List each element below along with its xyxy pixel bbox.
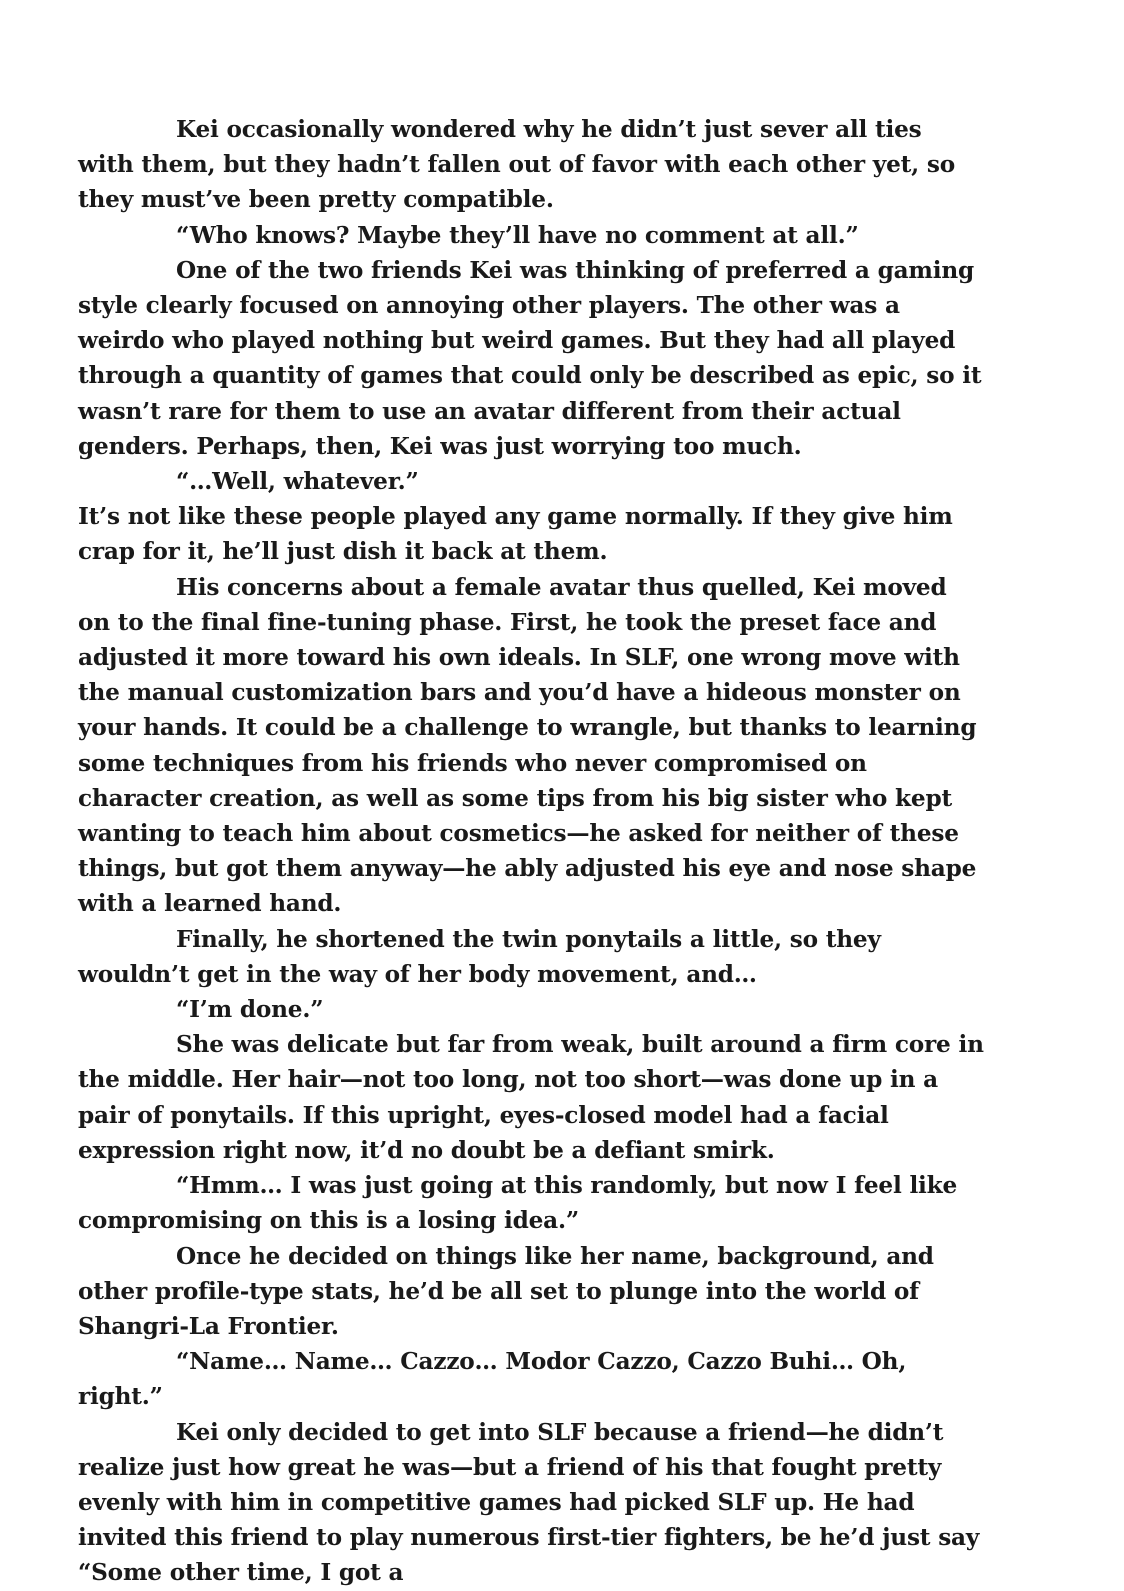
paragraph: “I’m done.” — [176, 996, 324, 1024]
paragraph: “Hmm… I was just going at this randomly, but now I feel like compromising on this is a losing idea.” — [78, 1172, 958, 1235]
paragraph: Kei occasionally wondered why he didn’t just sever all ties with them, but they hadn’t fallen out of favor with each other yet, so they must’ve been pretty compatible. — [78, 116, 956, 214]
paragraph: One of the two friends Kei was thinking of preferred a gaming style clearly focused on annoying other players. The other was a weirdo who played nothing but weird games. But they had all played through a quantity of games that could only be described as epic, so it wasn’t rare for them to use an avatar different from their actual genders. Perhaps, then, Kei was just worrying too much. — [78, 256, 982, 460]
paragraph: Finally, he shortened the twin ponytails a little, so they wouldn’t get in the way of her body movement, and… — [78, 925, 881, 988]
paragraph: “Who knows? Maybe they’ll have no comment at all.” — [176, 221, 859, 249]
paragraph: It’s not like these people played any game normally. If they give him crap for it, he’ll just dish it back at them. — [78, 503, 953, 566]
paragraph: Once he decided on things like her name, background, and other profile-type stats, he’d be all set to plunge into the world of Shangri-La Frontier. — [78, 1242, 934, 1340]
paragraph: Kei only decided to get into SLF because a friend—he didn’t realize just how great he was—but a friend of his that fought pretty evenly with him in competitive games had picked SLF up. He had invited this friend to play numerous first-tier fighters, be he’d just say “Some other time, I got a — [78, 1418, 980, 1587]
paragraph: “Name… Name… Cazzo… Modor Cazzo, Cazzo Buhi… Oh, right.” — [78, 1348, 907, 1411]
paragraph: His concerns about a female avatar thus quelled, Kei moved on to the final fine-tuning phase. First, he took the preset face and adjusted it more toward his own ideals. In SLF, one wrong move with the manual customization bars and you’d have a hideous monster on your hands. It could be a challenge to wrangle, but thanks to learning some techniques from his friends who never compromised on character creation, as well as some tips from his big sister who kept wanting to teach him about cosmetics—he asked for neither of these things, but got them anyway—he ably adjusted his eye and nose shape with a learned hand. — [78, 573, 977, 918]
body-text — [78, 112, 984, 1591]
paragraph: “…Well, whatever.” — [176, 468, 419, 496]
paragraph: She was delicate but far from weak, built around a firm core in the middle. Her hair—not too long, not too short—was done up in a pair of ponytails. If this upright, eyes-closed model had a facial expression right now, it’d no doubt be a defiant smirk. — [78, 1031, 984, 1164]
